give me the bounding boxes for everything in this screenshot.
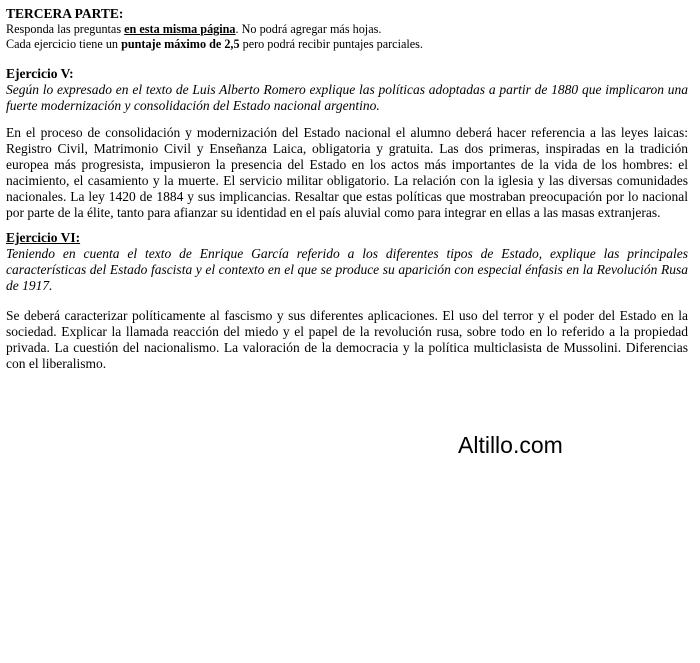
spacer <box>6 294 688 308</box>
exercise-6-question: Teniendo en cuenta el texto de Enrique García referido a los diferentes tipos de Estado, explique las principales características del Estado fascista y el contexto en el que se produce su aparición con especial énfasis en la Revolución Rusa de 1917. <box>6 246 688 293</box>
section-title: TERCERA PARTE: <box>6 6 124 21</box>
exercise-5-question: Según lo expresado en el texto de Luis Alberto Romero explique las políticas adoptadas a partir de 1880 que implicaron una fuerte modernización y consolidación del Estado nacional argentino. <box>6 82 688 113</box>
instruction-1-emphasis: en esta misma página <box>124 22 236 36</box>
spacer <box>6 52 688 66</box>
spacer <box>6 114 688 125</box>
instruction-1-tail: . No podrá agregar más hojas. <box>235 22 382 36</box>
exercise-6-title: Ejercicio VI: <box>6 230 81 245</box>
instruction-1-text: Responda las preguntas <box>6 22 125 36</box>
spacer <box>6 221 688 230</box>
exercise-5-title: Ejercicio V: <box>6 66 74 81</box>
instruction-line-1 <box>6 22 688 37</box>
instruction-2-text: Cada ejercicio tiene un <box>6 37 122 51</box>
instruction-line-2 <box>6 37 688 52</box>
instruction-2-emphasis: puntaje máximo de 2,5 <box>121 37 240 51</box>
exam-page <box>6 6 688 372</box>
instruction-2-tail: pero podrá recibir puntajes parciales. <box>239 37 423 51</box>
exercise-6-answer: Se deberá caracterizar políticamente al fascismo y sus diferentes aplicaciones. El uso del terror y el poder del Estado en la sociedad. Explicar la llamada reacción del miedo y el papel de la revolución rusa, sobre todo en lo referido a la propiedad privada. La cuestión del nacionalismo. La valoración de la democracia y la política multiclasista de Mussolini. Diferencias con el liberalismo. <box>6 308 688 371</box>
exercise-5-answer: En el proceso de consolidación y modernización del Estado nacional el alumno deberá hacer referencia a las leyes laicas: Registro Civil, Matrimonio Civil y Enseñanza Laica, obligatoria y gratuita. Las dos primeras, inspiradas en la tradición europea más progresista, impusieron la presencia del Estado en los actos más importantes de la vida de los hombres: el nacimiento, el casamiento y la muerte. El servicio militar obligatorio. La relación con la iglesia y las diversas comunidades nacionales. La ley 1420 de 1884 y sus implicancias. Resaltar que estas políticas que mostraban preocupación por lo nacional por parte de la élite, tanto para afianzar su identidad en el país aluvial como para integrar en ellas a las masas extranjeras. <box>6 125 688 220</box>
watermark: Altillo.com <box>458 432 563 458</box>
